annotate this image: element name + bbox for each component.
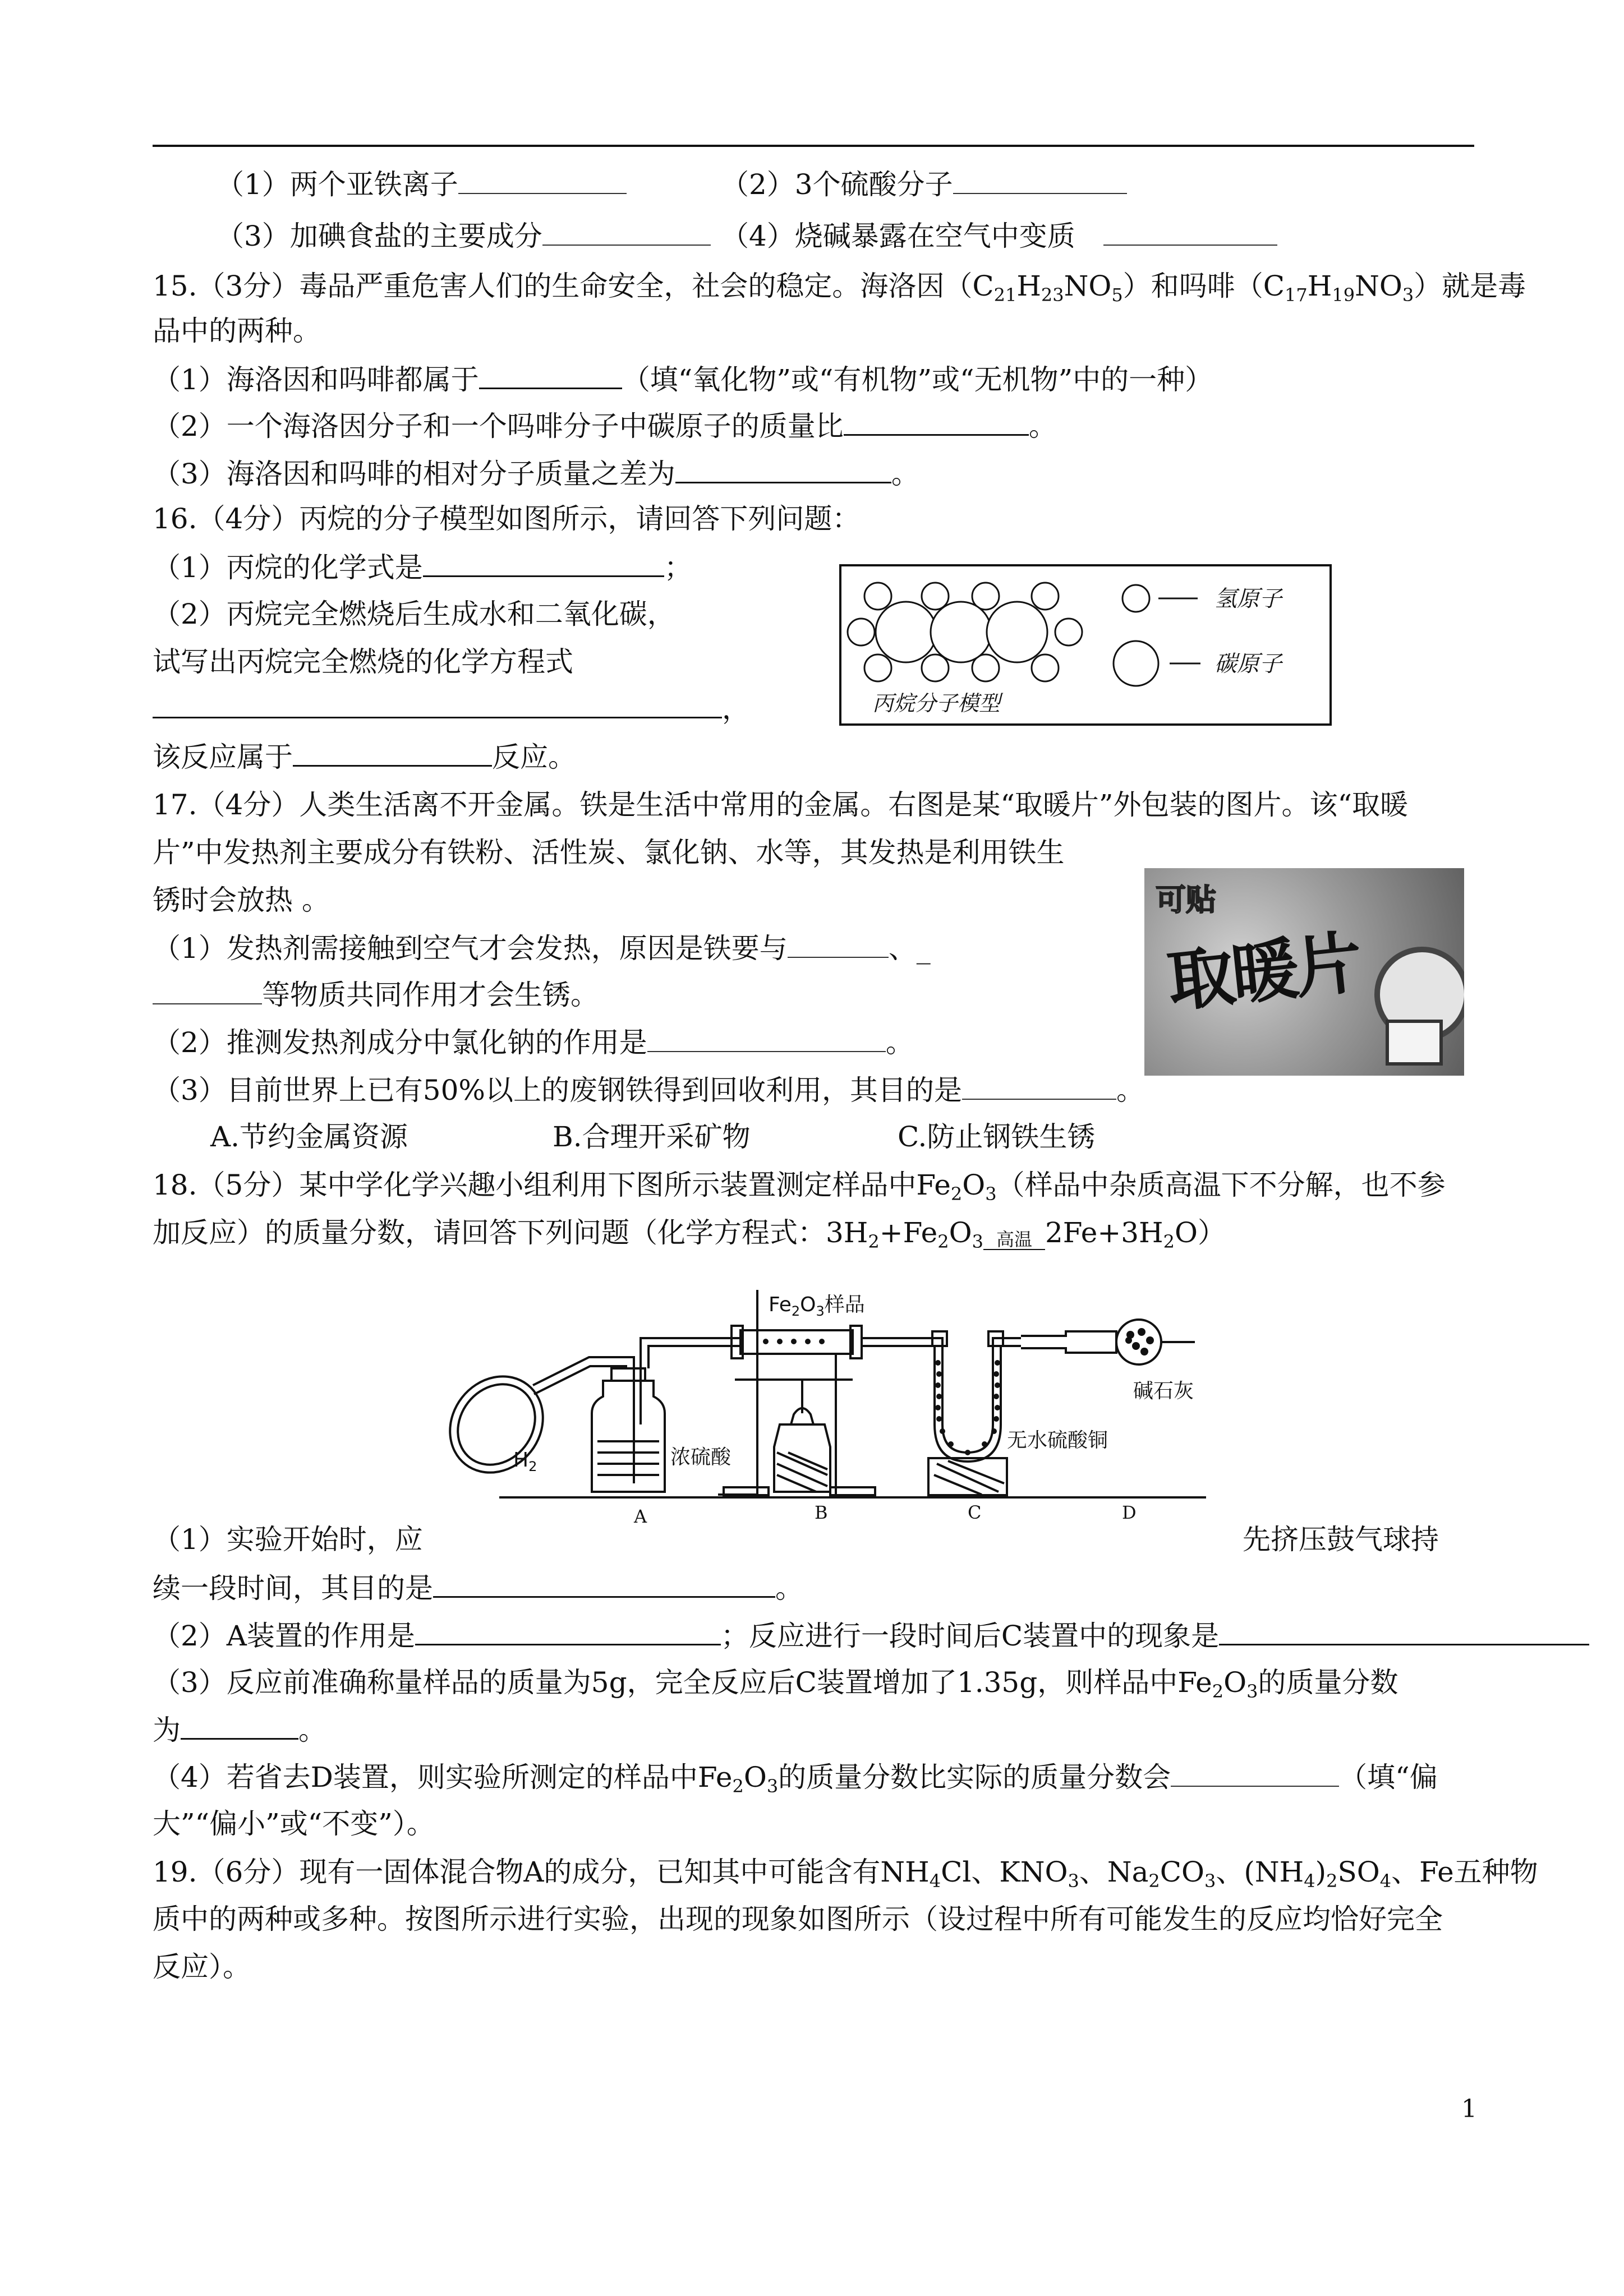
q18-stem-line2: 加反应）的质量分数，请回答下列问题（化学方程式：$3H_2+Fe_2O_3$ 高温 $2Fe+3H_2O$） — [153, 1216, 1226, 1252]
hydrogen-atom — [1055, 619, 1082, 646]
hydrogen-atom — [1032, 654, 1059, 681]
fig-h2-label: $H_2$ — [513, 1449, 537, 1474]
legend-carbon-icon — [1114, 641, 1158, 686]
hydrogen-atom — [922, 654, 949, 681]
q17-sub-3: （3）目前世界上已有50%以上的废钢铁得到回收利用，其目的是 。 — [153, 1074, 1144, 1106]
fig-acid-label: 浓硫酸 — [670, 1446, 732, 1469]
q17-option-a: A.节约金属资源 — [210, 1121, 408, 1153]
q15-sub-1: （1）海洛因和吗啡都属于 （填“氧化物”或“有机物”或“无机物”中的一种） — [153, 362, 1213, 397]
photo-brand-text: 可贴 — [1156, 882, 1216, 918]
q16-stem: 16.（4分）丙烷的分子模型如图所示，请回答下列问题： — [153, 502, 861, 535]
hydrogen-atom — [922, 583, 949, 610]
q19-line1: 19.（6分）现有一固体混合物A的成分，已知其中可能含有$NH_4Cl$、$KNO_3$、$Na_2CO_3$、$(NH_4)_2SO_4$、Fe五种物 — [153, 1856, 1538, 1892]
q17-stem-line2: 片”中发热剂主要成分有铁粉、活性炭、氯化钠、水等，其发热是利用铁生 — [153, 836, 1065, 869]
drying-tube — [1021, 1331, 1116, 1353]
q16-equation-blank: ， — [153, 691, 750, 726]
legend-carbon-label: 碳原子 — [1214, 651, 1282, 677]
q17-option-b: B.合理开采矿物 — [553, 1121, 751, 1153]
reaction-condition: 高温 — [983, 1230, 1045, 1250]
q17-sub-1: （1）发热剂需接触到空气才会发热，原因是铁要与 、_ — [153, 932, 931, 965]
q17-sub-2: （2）推测发热剂成分中氯化钠的作用是 。 — [153, 1026, 914, 1059]
q18-sub-3-cont: 为 。 — [153, 1712, 326, 1747]
q15-sub-3: （3）海洛因和吗啡的相对分子质量之差为 。 — [153, 456, 919, 491]
q16-sub-1: （1）丙烷的化学式是 ； — [153, 550, 692, 584]
page-number: 1 — [1461, 2095, 1477, 2123]
hydrogen-atom — [1032, 583, 1059, 610]
q15-stem-line2: 品中的两种。 — [153, 315, 321, 347]
legend-hydrogen-label: 氢原子 — [1214, 586, 1282, 612]
q18-sub-1c: 续一段时间，其目的是 。 — [153, 1570, 803, 1605]
q18-sub-1b: 先挤压鼓气球持 — [1243, 1523, 1439, 1556]
gas-bulb — [443, 1358, 562, 1491]
photo-title-text: 取暖片 — [1163, 924, 1363, 1022]
q17-stem-line1: 17.（4分）人类生活离不开金属。铁是生活中常用的金属。右图是某“取暖片”外包装的图片。该“取暖 — [153, 789, 1409, 821]
fig-label-d: D — [1122, 1502, 1137, 1523]
q19-line3: 反应）。 — [153, 1951, 251, 1983]
q16-sub-2b: 试写出丙烷完全燃烧的化学方程式 — [153, 646, 573, 678]
q18-sub-3: （3）反应前准确称量样品的质量为5g，完全反应后C装置增加了1.35g，则样品中$Fe_2O_3$的质量分数 — [153, 1666, 1398, 1702]
fig-label-b: B — [815, 1502, 828, 1523]
model-caption: 丙烷分子模型 — [872, 691, 1001, 716]
fig-cuso4-label: 无水硫酸铜 — [1007, 1429, 1108, 1452]
q18-sub-1a: （1）实验开始时，应 — [153, 1523, 423, 1556]
q16-sub-2a: （2）丙烷完全燃烧后生成水和二氧化碳， — [153, 598, 675, 630]
header-rule — [153, 145, 1474, 147]
apparatus-figure — [443, 1284, 1217, 1531]
q14-item-3: （3）加碘食盐的主要成分 — [216, 219, 711, 253]
carbon-atom — [931, 602, 991, 662]
carbon-atom — [876, 602, 936, 662]
carbon-atom — [987, 602, 1047, 662]
q14-item-4: （4）烧碱暴露在空气中变质 — [721, 219, 1277, 253]
q15-stem-line1: 15.（3分）毒品严重危害人们的生命安全，社会的稳定。海洛因$(C_{21}H_{23}NO_5)$和吗啡$(C_{17}H_{19}NO_3)$就是毒 — [153, 270, 1526, 306]
q14-item-1: （1）两个亚铁离子 — [216, 167, 627, 201]
q14-item-2: （2）3个硫酸分子 — [721, 167, 1127, 201]
q16-sub-3: 该反应属于 反应。 — [153, 739, 576, 774]
tube — [641, 1338, 740, 1368]
fig-sample-label: $Fe_2O_3$样品 — [769, 1293, 865, 1319]
q17-option-c: C.防止钢铁生锈 — [898, 1121, 1096, 1153]
propane-model-figure — [839, 564, 1332, 726]
q19-line2: 质中的两种或多种。按图所示进行实验，出现的现象如图所示（设过程中所有可能发生的反应均恰好完全 — [153, 1903, 1443, 1935]
legend-hydrogen-icon — [1122, 585, 1149, 612]
q18-sub-2: （2）A装置的作用是 ；反应进行一段时间后C装置中的现象是 — [153, 1618, 1589, 1653]
fig-label-a: A — [634, 1506, 647, 1527]
q18-stem-line1: 18.（5分）某中学化学兴趣小组利用下图所示装置测定样品中$Fe_2O_3$（样品中杂质高温下不分解，也不参 — [153, 1169, 1446, 1205]
hydrogen-atom — [864, 583, 891, 610]
hydrogen-atom — [848, 619, 875, 646]
q18-sub-4-cont: 大”“偏小”或“不变”）。 — [153, 1808, 435, 1840]
q15-sub-2: （2）一个海洛因分子和一个吗啡分子中碳原子的质量比 。 — [153, 408, 1057, 443]
photo-decoration — [1386, 1020, 1443, 1066]
fig-label-c: C — [968, 1502, 982, 1523]
q18-sub-4: （4）若省去D装置，则实验所测定的样品中$Fe_2O_3$的质量分数比实际的质量分数会 （填“偏 — [153, 1761, 1438, 1797]
q17-stem-line3: 锈时会放热 。 — [153, 884, 330, 916]
fig-lime-label: 碱石灰 — [1133, 1380, 1194, 1403]
hydrogen-atom — [864, 654, 891, 681]
hand-warmer-photo — [1144, 868, 1464, 1076]
q17-sub-1-cont: 等物质共同作用才会生锈。 — [153, 978, 599, 1012]
